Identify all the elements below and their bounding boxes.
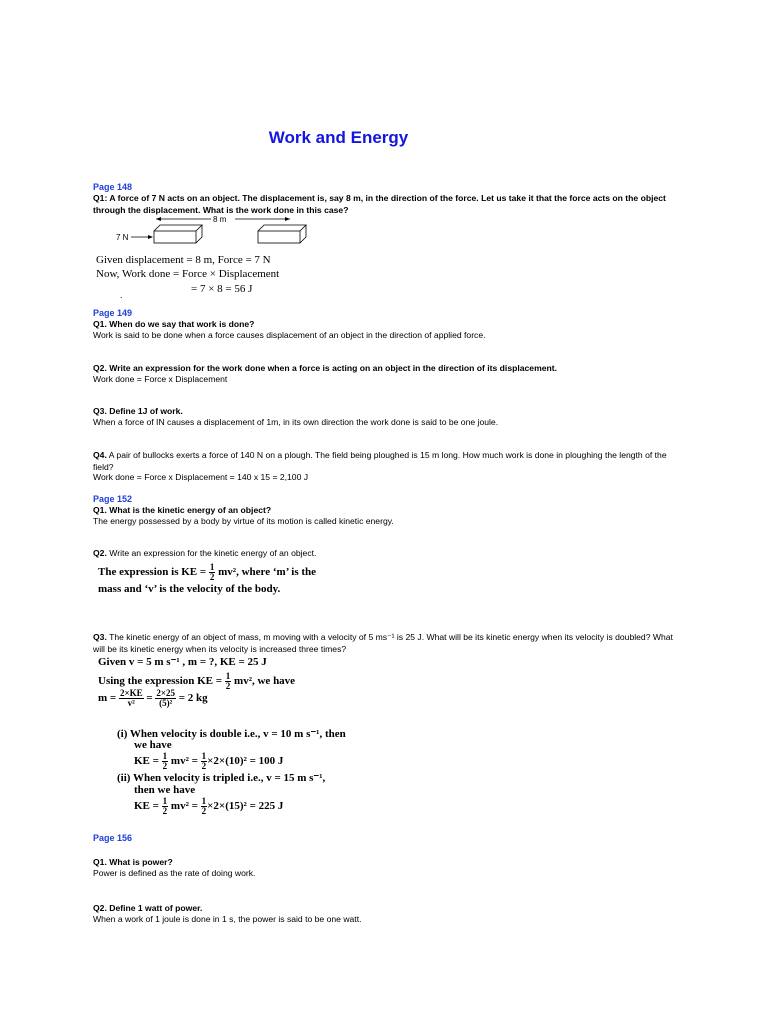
- p156-answer-1: Power is defined as the rate of doing work.: [93, 868, 256, 878]
- ke-expression-line-1: [98, 563, 316, 582]
- q2-text: Write an expression for the kinetic energy of an object.: [106, 548, 317, 558]
- p149-question-4: [93, 450, 683, 473]
- ke-expression-line-2: mass and ‘v’ is the velocity of the body.: [98, 583, 281, 595]
- ke-expression-prefix: The expression is KE =: [98, 566, 209, 579]
- fraction-denominator: 2: [201, 806, 207, 816]
- mass-result: = 2 kg: [176, 692, 208, 705]
- p152-question-1: Q1. What is the kinetic energy of an object?: [93, 505, 272, 515]
- page-156-heading: Page 156: [93, 833, 133, 843]
- ke-doubled-result: ×2×(10)² = 100 J: [207, 755, 284, 768]
- q4-label: Q4.: [93, 450, 107, 460]
- case-tripled-we-have: then we have: [134, 784, 196, 796]
- q1-label: Q1:: [93, 193, 108, 203]
- p156-question-2: Q2. Define 1 watt of power.: [93, 903, 203, 913]
- q1-text: A force of 7 N acts on an object. The displacement is, say 8 m, in the direction of the force. Let us take it that the force acts on the object through the displacement. What is the work done in this case?: [93, 193, 666, 215]
- ke-label: KE =: [134, 800, 162, 813]
- block-end-icon: [258, 225, 306, 243]
- q3-text: The kinetic energy of an object of mass, m moving with a velocity of 5 ms⁻¹ is 25 J. What will be its kinetic energy when its velocity is doubled? What will be its kinetic energy when its velocity is increased three times?: [93, 632, 673, 654]
- mv2-term: mv² =: [168, 755, 201, 768]
- arrow-left-icon: [156, 217, 161, 221]
- fraction-denominator: (5)²: [159, 698, 173, 708]
- fraction-numerator: 2×KE: [119, 688, 143, 698]
- force-arrow-icon: [148, 235, 153, 239]
- numeric-fraction: [155, 689, 176, 708]
- p149-question-3: Q3. Define 1J of work.: [93, 406, 183, 416]
- fraction-denominator: v²: [127, 698, 135, 708]
- p152-answer-1: The energy possessed by a body by virtue of its motion is called kinetic energy.: [93, 516, 394, 526]
- fraction-numerator: 1: [225, 671, 231, 681]
- p156-answer-2: When a work of 1 joule is done in 1 s, the power is said to be one watt.: [93, 914, 362, 924]
- ke-expression-suffix: mv², where ‘m’ is the: [215, 566, 317, 579]
- p149-question-2: Q2. Write an expression for the work done when a force is acting on an object in the direction of its displacement.: [93, 363, 557, 373]
- mv2-term: mv² =: [168, 800, 201, 813]
- p149-answer-2: Work done = Force x Displacement: [93, 374, 228, 384]
- page-152-heading: Page 152: [93, 494, 133, 504]
- q2-label: Q2.: [93, 548, 107, 558]
- ke-doubled-calculation: [134, 752, 283, 771]
- solution-given: Given displacement = 8 m, Force = 7 N: [96, 254, 271, 266]
- p149-answer-3: When a force of IN causes a displacement of 1m, in its own direction the work done is said to be one joule.: [93, 417, 499, 427]
- stray-dot: .: [120, 290, 123, 300]
- p156-question-1: Q1. What is power?: [93, 857, 173, 867]
- using-expression-suffix: mv², we have: [231, 675, 296, 688]
- p149-answer-1: Work is said to be done when a force causes displacement of an object in the direction of applied force.: [93, 330, 486, 340]
- case-doubled: (i) When velocity is double i.e., v = 10 m s⁻¹, then: [117, 728, 346, 740]
- page-148-heading: Page 148: [93, 182, 133, 192]
- p149-answer-4: Work done = Force x Displacement = 140 x 15 = 2,100 J: [93, 472, 309, 482]
- p149-question-1: Q1. When do we say that work is done?: [93, 319, 255, 329]
- displacement-label: 8 m: [213, 215, 227, 224]
- q4-text: A pair of bullocks exerts a force of 140 N on a plough. The field being ploughed is 15 m long. How much work is done in ploughing the length of the field?: [93, 450, 667, 472]
- force-label: 7 N: [116, 233, 129, 242]
- p152-question-3: [93, 632, 683, 655]
- ke-tripled-result: ×2×(15)² = 225 J: [207, 800, 284, 813]
- using-expression-prefix: Using the expression KE =: [98, 675, 225, 688]
- arrow-right-icon: [285, 217, 290, 221]
- fraction-numerator: 2×25: [156, 688, 175, 698]
- mass-label: m =: [98, 692, 119, 705]
- ke-tripled-calculation: [134, 797, 283, 816]
- force-displacement-figure: [108, 213, 313, 248]
- fraction-numerator: 1: [162, 796, 168, 806]
- case-tripled: (ii) When velocity is tripled i.e., v = 15 m s⁻¹,: [117, 772, 326, 784]
- case-doubled-we-have: we have: [134, 739, 172, 751]
- equals-sign: =: [143, 692, 156, 705]
- solution-work-formula: Now, Work done = Force × Displacement: [96, 268, 280, 280]
- fraction-numerator: 1: [201, 796, 207, 806]
- document-title: Work and Energy: [268, 128, 409, 147]
- given-values: Given v = 5 m s⁻¹ , m = ?, KE = 25 J: [98, 656, 267, 668]
- solution-result: = 7 × 8 = 56 J: [191, 283, 253, 295]
- fraction-numerator: 1: [209, 562, 215, 572]
- block-start-icon: [154, 225, 202, 243]
- fraction-denominator: 2: [201, 761, 207, 771]
- fraction-denominator: 2: [225, 681, 231, 691]
- fraction-numerator: 1: [162, 751, 168, 761]
- page-149-heading: Page 149: [93, 308, 133, 318]
- q3-label: Q3.: [93, 632, 107, 642]
- p152-question-2: [93, 548, 683, 560]
- fraction-denominator: 2: [162, 761, 168, 771]
- fraction-denominator: 2: [209, 572, 215, 582]
- fraction-denominator: 2: [162, 806, 168, 816]
- ke-over-v2-fraction: [119, 689, 144, 708]
- mass-calculation: [98, 689, 208, 708]
- ke-label: KE =: [134, 755, 162, 768]
- fraction-numerator: 1: [201, 751, 207, 761]
